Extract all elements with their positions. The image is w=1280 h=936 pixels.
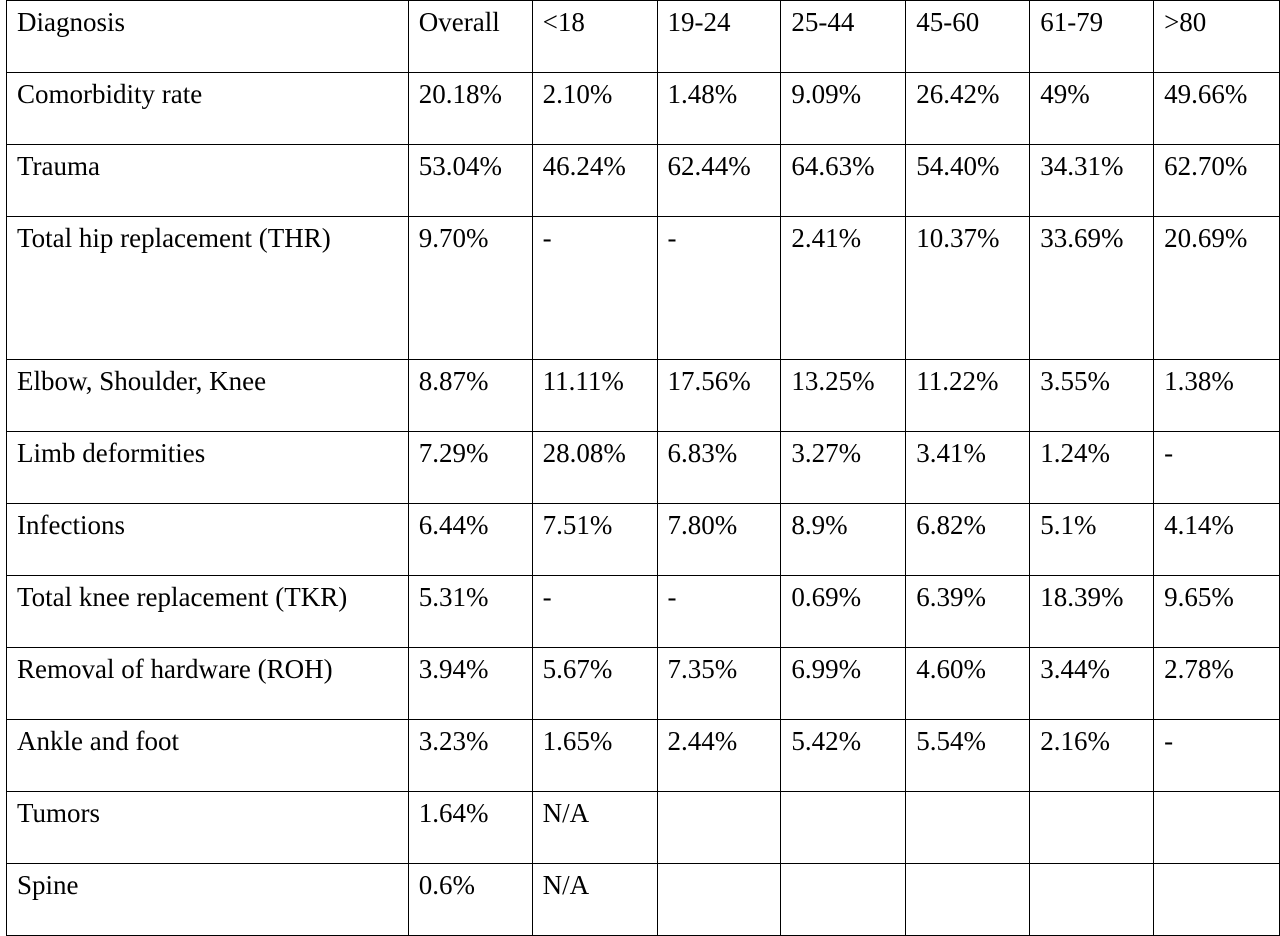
cell-age-45-60: [906, 864, 1030, 936]
cell-age-under-18: 11.11%: [532, 360, 657, 432]
cell-age-under-18: 46.24%: [532, 145, 657, 217]
cell-diagnosis: Removal of hardware (ROH): [7, 648, 409, 720]
cell-overall: 8.87%: [408, 360, 532, 432]
cell-age-25-44: 0.69%: [781, 576, 906, 648]
cell-age-61-79: [1030, 864, 1154, 936]
cell-age-61-79: [1030, 792, 1154, 864]
cell-age-25-44: 5.42%: [781, 720, 906, 792]
cell-age-61-79: 49%: [1030, 73, 1154, 145]
table-row: [7, 792, 1280, 864]
cell-diagnosis: Trauma: [7, 145, 409, 217]
cell-age-45-60: [906, 792, 1030, 864]
cell-age-over-80: [1154, 864, 1280, 936]
cell-age-over-80: 62.70%: [1154, 145, 1280, 217]
cell-age-over-80: -: [1154, 720, 1280, 792]
cell-age-under-18: 28.08%: [532, 432, 657, 504]
cell-age-61-79: 34.31%: [1030, 145, 1154, 217]
cell-age-19-24: 7.35%: [657, 648, 781, 720]
table-row: [7, 648, 1280, 720]
cell-age-under-18: N/A: [532, 864, 657, 936]
cell-overall: 5.31%: [408, 576, 532, 648]
cell-diagnosis: Limb deformities: [7, 432, 409, 504]
cell-age-over-80: [1154, 792, 1280, 864]
cell-age-over-80: 49.66%: [1154, 73, 1280, 145]
cell-age-45-60: 6.39%: [906, 576, 1030, 648]
cell-diagnosis: [7, 217, 409, 360]
table-row: [7, 576, 1280, 648]
cell-age-19-24: 17.56%: [657, 360, 781, 432]
cell-age-45-60: 26.42%: [906, 73, 1030, 145]
cell-age-45-60: 4.60%: [906, 648, 1030, 720]
cell-age-45-60: 3.41%: [906, 432, 1030, 504]
cell-age-19-24: 7.80%: [657, 504, 781, 576]
cell-age-over-80: 20.69%: [1154, 217, 1280, 360]
cell-age-61-79: 5.1%: [1030, 504, 1154, 576]
diagnosis-label: Total hip replacement (THR): [17, 223, 331, 253]
cell-age-under-18: 7.51%: [532, 504, 657, 576]
cell-age-over-80: 9.65%: [1154, 576, 1280, 648]
table-row: [7, 504, 1280, 576]
table-row: [7, 145, 1280, 217]
cell-age-19-24: [657, 864, 781, 936]
table-row: [7, 864, 1280, 936]
cell-diagnosis: Spine: [7, 864, 409, 936]
diagnosis-age-table: [6, 0, 1280, 936]
cell-age-under-18: -: [532, 217, 657, 360]
table-row: [7, 432, 1280, 504]
cell-age-19-24: 1.48%: [657, 73, 781, 145]
cell-age-45-60: 5.54%: [906, 720, 1030, 792]
cell-overall: 0.6%: [408, 864, 532, 936]
cell-age-45-60: 11.22%: [906, 360, 1030, 432]
cell-age-25-44: 64.63%: [781, 145, 906, 217]
table-row: [7, 720, 1280, 792]
cell-age-over-80: 4.14%: [1154, 504, 1280, 576]
cell-overall: 53.04%: [408, 145, 532, 217]
table-row: [7, 217, 1280, 360]
cell-age-19-24: 62.44%: [657, 145, 781, 217]
cell-overall: 7.29%: [408, 432, 532, 504]
cell-age-61-79: 3.55%: [1030, 360, 1154, 432]
cell-age-25-44: 3.27%: [781, 432, 906, 504]
cell-diagnosis: Elbow, Shoulder, Knee: [7, 360, 409, 432]
cell-age-61-79: 33.69%: [1030, 217, 1154, 360]
cell-age-19-24: -: [657, 576, 781, 648]
header-cell-age-61-79: 61-79: [1030, 1, 1154, 73]
cell-age-over-80: 2.78%: [1154, 648, 1280, 720]
cell-overall: 3.23%: [408, 720, 532, 792]
header-cell-age-19-24: 19-24: [657, 1, 781, 73]
table-row: [7, 360, 1280, 432]
cell-age-19-24: 6.83%: [657, 432, 781, 504]
header-row: [7, 1, 1280, 73]
cell-age-61-79: 18.39%: [1030, 576, 1154, 648]
cell-diagnosis: Comorbidity rate: [7, 73, 409, 145]
cell-age-25-44: 9.09%: [781, 73, 906, 145]
header-cell-age-45-60: 45-60: [906, 1, 1030, 73]
table-row: [7, 73, 1280, 145]
cell-age-61-79: 2.16%: [1030, 720, 1154, 792]
cell-age-25-44: [781, 864, 906, 936]
cell-age-under-18: -: [532, 576, 657, 648]
header-cell-age-under-18: <18: [532, 1, 657, 73]
header-cell-age-over-80: >80: [1154, 1, 1280, 73]
cell-age-61-79: 3.44%: [1030, 648, 1154, 720]
cell-overall: 3.94%: [408, 648, 532, 720]
cell-diagnosis: Total knee replacement (TKR): [7, 576, 409, 648]
cell-diagnosis: Infections: [7, 504, 409, 576]
cell-age-under-18: N/A: [532, 792, 657, 864]
cell-diagnosis: Ankle and foot: [7, 720, 409, 792]
cell-age-45-60: 10.37%: [906, 217, 1030, 360]
cell-age-under-18: 2.10%: [532, 73, 657, 145]
cell-age-under-18: 1.65%: [532, 720, 657, 792]
cell-age-over-80: 1.38%: [1154, 360, 1280, 432]
cell-overall: 6.44%: [408, 504, 532, 576]
cell-overall: 1.64%: [408, 792, 532, 864]
cell-age-25-44: 13.25%: [781, 360, 906, 432]
cell-age-25-44: 2.41%: [781, 217, 906, 360]
cell-age-19-24: [657, 792, 781, 864]
cell-diagnosis: Tumors: [7, 792, 409, 864]
cell-age-45-60: 6.82%: [906, 504, 1030, 576]
table-body: [7, 1, 1280, 936]
header-cell-overall: Overall: [408, 1, 532, 73]
cell-age-61-79: 1.24%: [1030, 432, 1154, 504]
cell-age-19-24: 2.44%: [657, 720, 781, 792]
cell-age-25-44: 6.99%: [781, 648, 906, 720]
cell-overall: 9.70%: [408, 217, 532, 360]
cell-age-under-18: 5.67%: [532, 648, 657, 720]
cell-overall: 20.18%: [408, 73, 532, 145]
cell-age-25-44: 8.9%: [781, 504, 906, 576]
header-cell-diagnosis: Diagnosis: [7, 1, 409, 73]
cell-age-19-24: -: [657, 217, 781, 360]
cell-age-45-60: 54.40%: [906, 145, 1030, 217]
cell-age-over-80: -: [1154, 432, 1280, 504]
cell-age-25-44: [781, 792, 906, 864]
header-cell-age-25-44: 25-44: [781, 1, 906, 73]
